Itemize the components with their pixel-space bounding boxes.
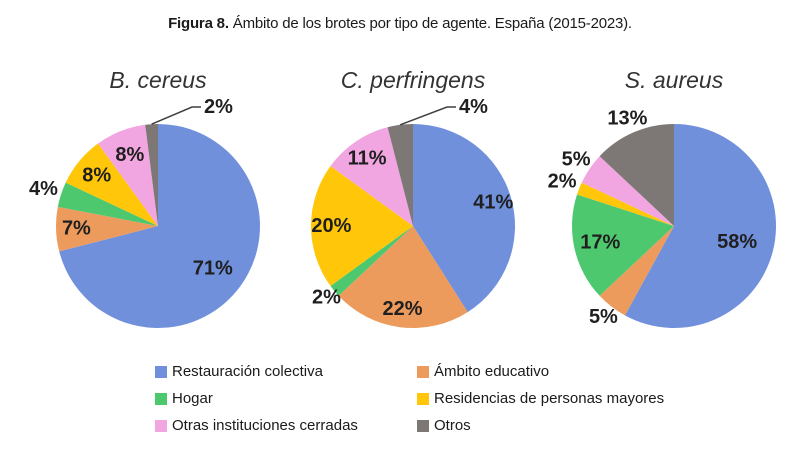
legend-item-otras-instituciones-cerradas [155,412,358,439]
pie-slice-label: 4% [459,96,488,118]
pie-slice-label: 8% [82,164,112,187]
legend-label: Restauración colectiva [172,363,323,380]
legend-swatch-residencias-icon [417,393,429,405]
pie-title-2: C. perfringens [340,67,486,93]
pie-title-1: B. cereus [109,67,207,93]
pie-label-leader-line [400,107,456,125]
legend-label: Ámbito educativo [434,363,550,380]
legend-item-otros [417,412,664,439]
pie-slice-label: 2% [547,170,577,193]
legend-swatch-otras-instituciones-icon [155,420,167,432]
pie-chart-2 [311,67,515,328]
legend-column-2 [417,358,664,439]
legend-swatch-otros-icon [417,420,429,432]
pie-slice-label: 4% [29,177,58,200]
pie-title-3: S. aureus [624,67,724,93]
pie-slice-label: 5% [561,148,591,171]
legend-item-restauracion-colectiva [155,358,358,385]
pie-slice-label: 17% [580,231,621,254]
pie-chart-1 [29,67,260,328]
legend-swatch-hogar-icon [155,393,167,405]
pie-slice-label: 22% [382,298,423,320]
figure-caption-text: Ámbito de los brotes por tipo de agente. España (2015-2023). [232,15,632,32]
pie-slice-label: 11% [347,147,387,170]
pie-label-leader-line [152,107,201,124]
legend-column-1 [155,358,358,439]
chart-legend [0,358,800,442]
legend-item-hogar [155,385,358,412]
legend-label: Hogar [172,390,213,407]
legend-swatch-restauracion-colectiva-icon [155,366,167,378]
pie-charts-canvas [0,40,800,370]
legend-item-ambito-educativo [417,358,664,385]
pie-slice-label: 7% [61,217,91,240]
pie-chart-3 [548,67,776,328]
pie-slice-label: 58% [717,231,758,254]
legend-swatch-ambito-educativo-icon [417,366,429,378]
pie-slice-label: 5% [588,306,618,329]
legend-label: Residencias de personas mayores [434,390,665,407]
figure-caption [0,15,800,32]
pie-slice-label: 20% [311,215,352,237]
figure-caption-number: Figura 8. [168,15,229,32]
pie-slice-label: 71% [192,257,233,280]
legend-item-residencias-personas-mayores [417,385,664,412]
pie-slice-label: 8% [115,143,145,166]
pie-slice-label: 2% [204,96,233,118]
legend-label: Otros [434,417,471,434]
pie-slice-label: 2% [312,286,341,309]
legend-label: Otras instituciones cerradas [172,417,358,434]
pie-slice-label: 13% [607,107,648,130]
pie-slice-label: 41% [473,191,514,214]
